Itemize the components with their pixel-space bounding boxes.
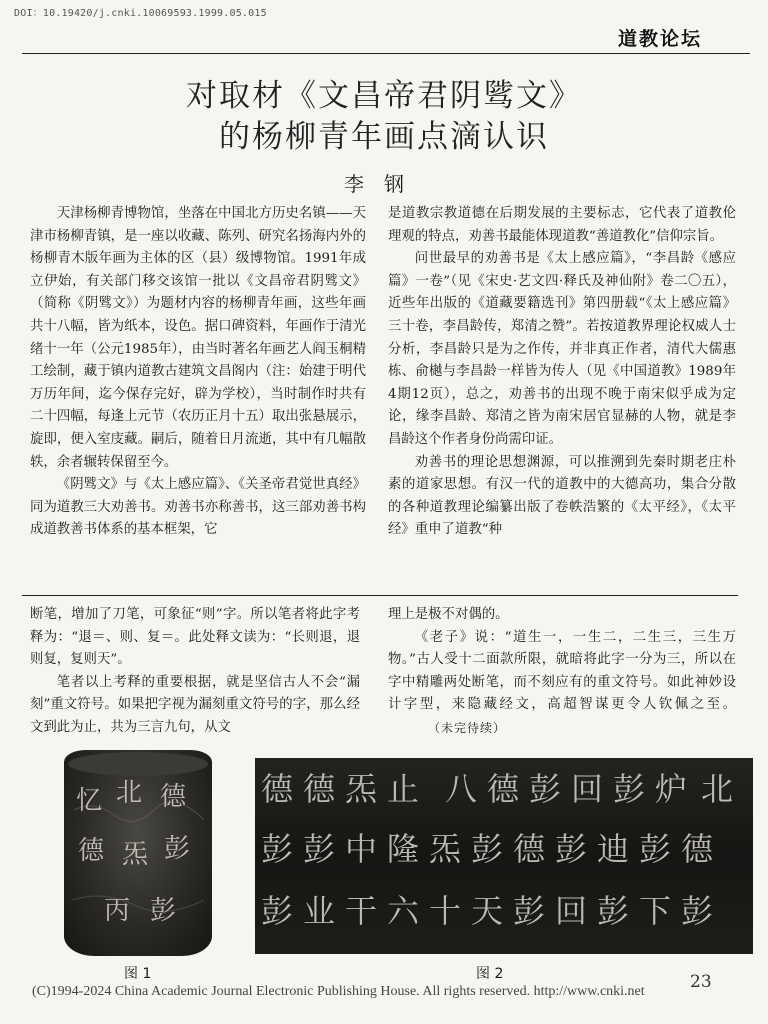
inscription-glyph-icon: 德 <box>261 770 294 808</box>
doi-line: DOI：10.19420/j.cnki.10069593.1999.05.015 <box>14 8 267 19</box>
figure-1-bronze-rubbing <box>64 750 212 956</box>
inscription-glyph-icon: 炁 <box>429 830 462 868</box>
paragraph: 是道教宗教道德在后期发展的主要标志，它代表了道教伦理观的特点，劝善书最能体现道教“善道教化”信仰宗旨。 <box>388 206 736 244</box>
inscription-glyph-icon: 彭 <box>555 830 588 868</box>
figure-2-caption: 图 2 <box>476 966 504 982</box>
paragraph: 断笔，增加了刀笔，可象征“则”字。所以笔者将此字考释为：“退＝、则、复＝。此处释文读为：“长则退，退则复，复则天”。 <box>30 607 360 668</box>
inscription-glyph-icon: 彭 <box>303 830 336 868</box>
column-right-top <box>388 203 736 542</box>
column-right-bottom <box>388 604 736 741</box>
figure-1-caption: 图 1 <box>124 966 152 982</box>
inscription-glyph-icon: 德 <box>160 782 187 812</box>
inscription-glyph-icon: 彭 <box>261 830 294 868</box>
inscription-glyph-icon: 德 <box>78 836 105 866</box>
inscription-glyph-icon: 德 <box>303 770 336 808</box>
section-divider <box>22 595 738 596</box>
inscription-glyph-icon: 北 <box>116 778 143 808</box>
inscription-glyph-icon: 业 <box>303 892 336 930</box>
page-number: 23 <box>690 972 712 992</box>
figure-2-inscription-rubbing <box>255 758 753 954</box>
inscription-glyph-icon: 回 <box>555 892 588 930</box>
inscription-glyph-icon: 彭 <box>150 896 177 926</box>
inscription-glyph-icon: 下 <box>639 892 672 930</box>
inscription-glyph-icon: 彭 <box>513 892 546 930</box>
paragraph: 劝善书的理论思想渊源，可以推溯到先秦时期老庄朴素的道家思想。有汉一代的道教中的大德高功，集合分散的各种道教理论编纂出版了卷帙浩繁的《太平经》，《太平经》重申了道教“种 <box>388 454 736 538</box>
inscription-glyph-icon: 迪 <box>597 830 630 868</box>
inscription-glyph-icon: 彭 <box>471 830 504 868</box>
section-title: 道教论坛 <box>617 28 702 50</box>
inscription-glyph-icon: 炉 <box>655 770 688 808</box>
inscription-glyph-icon: 北 <box>701 770 734 808</box>
paragraph <box>388 627 736 741</box>
column-left-top <box>30 203 366 542</box>
to-be-continued: （未完待续） <box>428 720 507 735</box>
inscription-glyph-icon: 彭 <box>164 834 191 864</box>
inscription-glyph-icon: 止 <box>387 770 420 808</box>
inscription-glyph-icon: 天 <box>471 892 504 930</box>
paragraph: 《阴骘文》与《太上感应篇》、《关圣帝君觉世真经》同为道教三大劝善书。劝善书亦称善书，这三部劝善书构成道教善书体系的基本框架，它 <box>30 477 366 538</box>
inscription-glyph-icon: 彭 <box>261 892 294 930</box>
paragraph: 笔者以上考释的重要根据，就是坚信古人不会“漏刻”重文符号。如果把字视为漏刻重文符号的字，那么经文到此为止，共为三言九句，从文 <box>30 674 360 735</box>
header-rule <box>22 53 750 54</box>
paragraph-text: 《老子》说：“道生一，一生二，二生三，三生万物。”古人受十二面款所限，就暗将此字一分为三，所以在字中精雕两处断笔，而不刻应有的重文符号。如此神妙设计字型，来隐藏经文，高超智谋更令人钦佩之至。 <box>388 629 736 713</box>
inscription-glyph-icon: 十 <box>429 892 462 930</box>
inscription-glyph-icon: 彭 <box>639 830 672 868</box>
inscription-glyph-icon: 彭 <box>681 892 714 930</box>
inscription-glyph-icon: 丙 <box>104 896 131 926</box>
inscription-glyph-icon: 彭 <box>597 892 630 930</box>
inscription-glyph-icon: 德 <box>487 770 520 808</box>
paragraph: 天津杨柳青博物馆，坐落在中国北方历史名镇——天津市杨柳青镇，是一座以收藏、陈列、研究名扬海内外的杨柳青木版年画为主体的区（县）级博物馆。1991年成立伊始，有关部门移交该馆一批以《文昌帝君阴骘文》（简称《阴骘文》）为题材内容的杨柳青年画，这些年画共十八幅，皆为纸本，设色。据口碑资料，年画作于清光绪十一年（公元1985年），由当时著名年画艺人阎玉桐精工绘制，藏于镇内道教古建筑文昌阁内（注：始建于明代万历年间，迄今保存完好，辟为学校），当时制作时共有二十四幅，每逢上元节（农历正月十五）取出张悬展示，旋即，便入室庋藏。嗣后，随着日月流逝，其中有几幅散轶，余者辗转保留至今。 <box>30 206 366 470</box>
inscription-glyph-icon: 德 <box>513 830 546 868</box>
inscription-glyph-icon: 隆 <box>387 830 420 868</box>
inscription-glyph-icon: 德 <box>681 830 714 868</box>
inscription-glyph-icon: 六 <box>387 892 420 930</box>
inscription-glyph-icon: 彭 <box>529 770 562 808</box>
article-author: 李钢 <box>344 172 424 196</box>
copyright-footer: (C)1994-2024 China Academic Journal Electronic Publishing House. All rights reserved. http://www.cnki.net <box>32 984 645 999</box>
inscription-glyph-icon: 彭 <box>613 770 646 808</box>
article-title-line2: 的杨柳青年画点滴认识 <box>219 119 549 155</box>
column-left-bottom <box>30 604 360 740</box>
article-title-line1: 对取材《文昌帝君阴骘文》 <box>186 78 582 114</box>
inscription-glyph-icon: 炁 <box>122 840 149 870</box>
inscription-glyph-icon: 炁 <box>345 770 378 808</box>
inscription-glyph-icon: 干 <box>345 892 378 930</box>
inscription-glyph-icon: 中 <box>345 830 378 868</box>
paragraph: 问世最早的劝善书是《太上感应篇》，“李昌龄《感应篇》一卷”（见《宋史·艺文四·释氏及神仙附》卷二〇五），近些年出版的《道藏要籍选刊》第四册载“《太上感应篇》三十卷，李昌龄传，郑清之赞”。若按道教界理论权威人士分析，李昌龄只是为之作传，并非真正作者，清代大儒惠栋、俞樾与李昌龄一样皆为传人（见《中国道教》1989年4期12页），总之，劝善书的出现不晚于南宋似乎成为定论，缘李昌龄、郑清之皆为南宋居官显赫的人物，就是李昌龄这个作者身份尚需印证。 <box>388 251 736 447</box>
inscription-glyph-icon: 忆 <box>76 786 103 816</box>
inscription-glyph-icon: 回 <box>571 770 604 808</box>
paragraph: 理上是极不对偶的。 <box>388 607 509 622</box>
inscription-glyph-icon: 八 <box>445 770 478 808</box>
